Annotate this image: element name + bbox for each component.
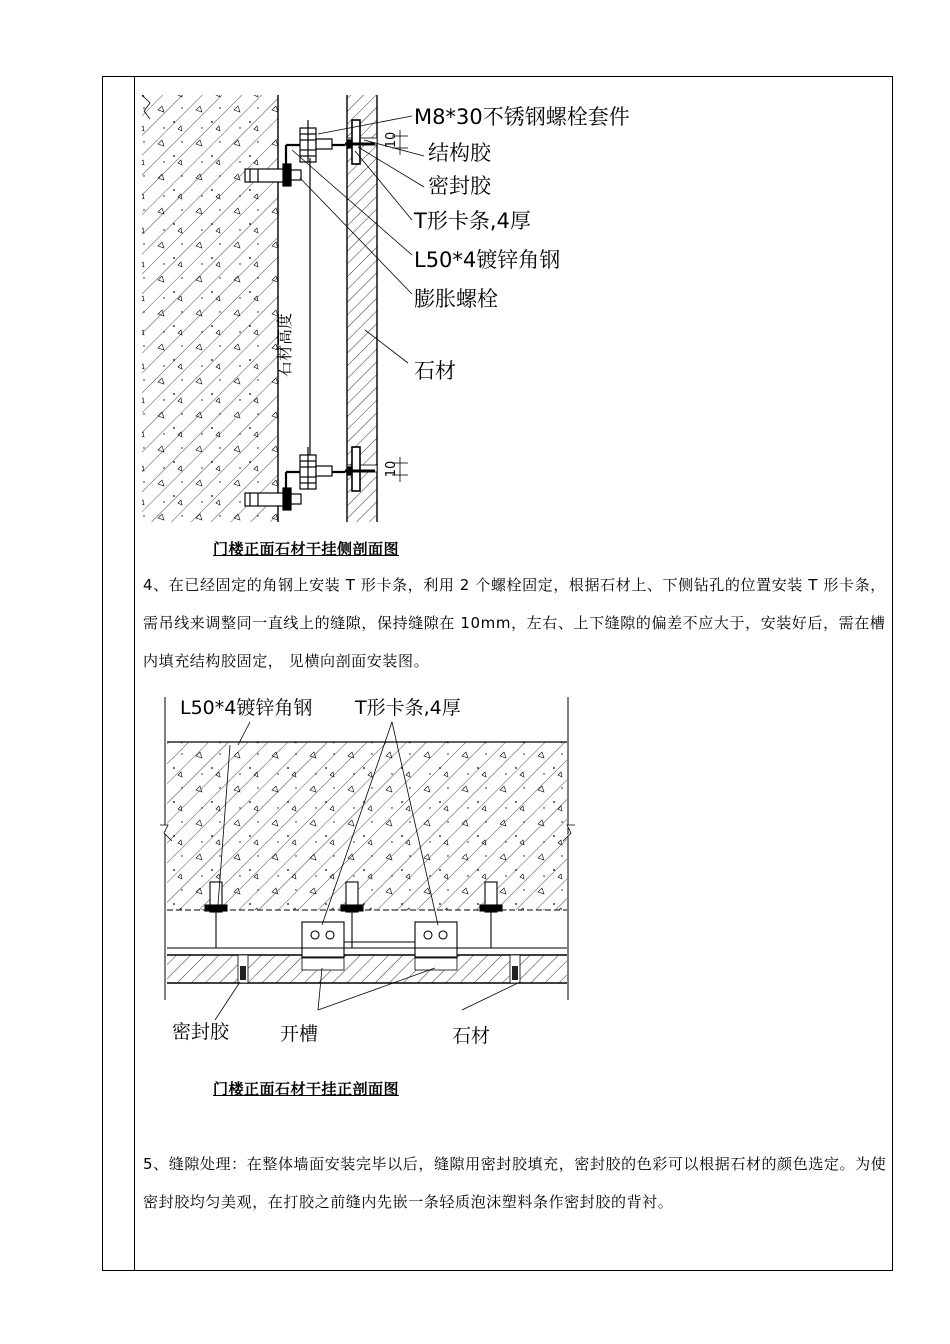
front-section-caption: 门楼正面石材干挂正剖面图 (213, 1080, 400, 1098)
concrete-wall (142, 95, 278, 522)
front-slot-label: 开槽 (280, 1023, 319, 1045)
step5-paragraph: 5、缝隙处理：在整体墙面安装完毕以后，缝隙用密封胶填充，密封胶的色彩可以根据石材的颜色选定。为使密封胶均匀美观，在打胶之前缝内先嵌一条轻质泡沫塑料条作密封胶的背衬。 (143, 1155, 887, 1211)
expansion-bolt-label: 膨胀螺栓 (414, 287, 498, 311)
step4-paragraph: 4、在已经固定的角钢上安装 T 形卡条，利用 2 个螺栓固定，根据石材上、下侧钻孔的位置安装 T 形卡条，需吊线来调整同一直线上的缝隙，保持缝隙在 10mm，左右、上下缝隙的偏差不应大于，安装好后，需在槽内填充结构胶固定， 见横向剖面安装图。 (143, 576, 886, 670)
top-gap-label: 10 (384, 131, 399, 149)
gap-dimension-marks (392, 130, 408, 482)
t-strip-label: T形卡条,4厚 (414, 209, 531, 233)
stone-label: 石材 (414, 359, 456, 383)
front-section-drawing (160, 697, 575, 1047)
front-angle-steel-label: L50*4镀锌角钢 (180, 697, 313, 719)
bottom-gap-label: 10 (384, 460, 399, 478)
bolt-kit-label: M8*30不锈钢螺栓套件 (414, 105, 630, 129)
structural-glue-label: 结构胶 (428, 141, 491, 165)
side-section-caption: 门楼正面石材干挂侧剖面图 (213, 540, 400, 558)
stone-height-label: 石材高度 (275, 312, 294, 378)
front-t-strip-label: T形卡条,4厚 (355, 697, 461, 719)
front-stone-label: 石材 (452, 1025, 491, 1047)
sealant-label: 密封胶 (428, 174, 491, 198)
angle-steel-label: L50*4镀锌角钢 (414, 248, 561, 272)
front-sealant-label: 密封胶 (172, 1021, 230, 1043)
